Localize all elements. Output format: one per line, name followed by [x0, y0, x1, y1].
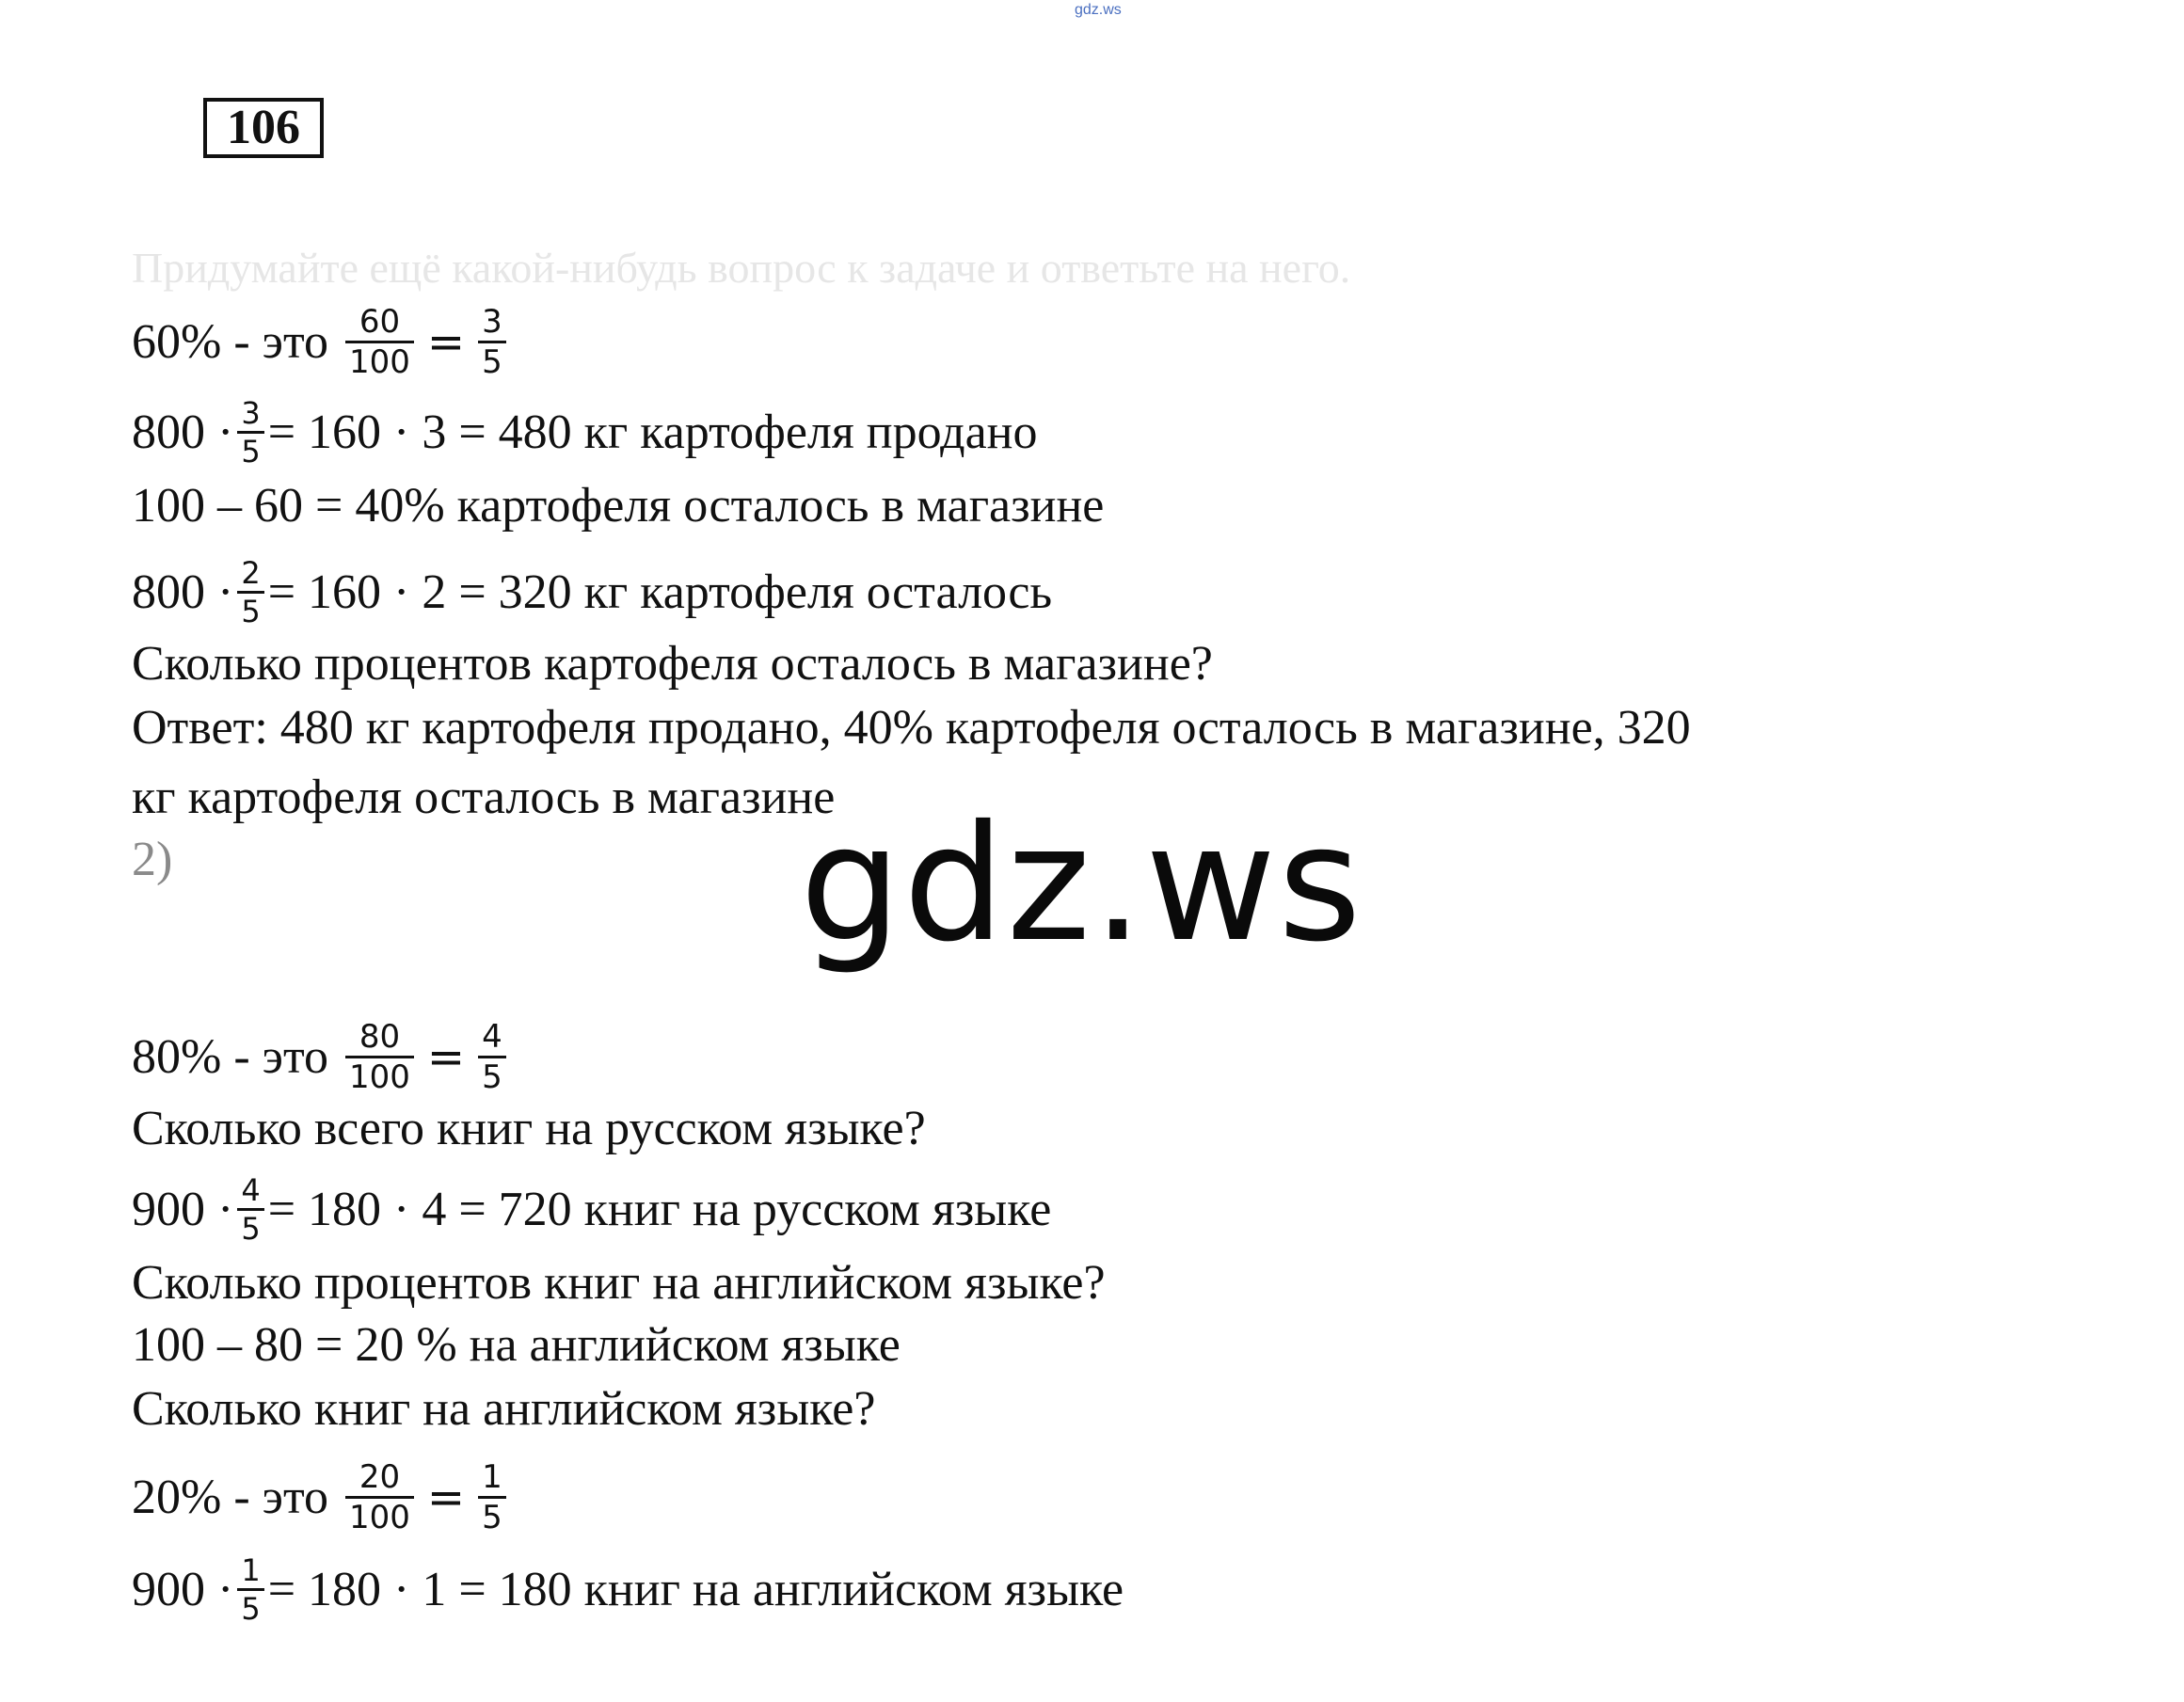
fraction [345, 1458, 414, 1536]
task-number-box: 106 [203, 98, 324, 158]
p2-line-4 [132, 1255, 1106, 1312]
equals-sign: = [426, 315, 466, 369]
p2-l5-text: 100 – 80 = 20 % на английском языке [132, 1318, 901, 1372]
denominator: 100 [345, 1496, 414, 1536]
p2-l3-prefix: 900 · [132, 1182, 234, 1236]
numerator: 4 [482, 1018, 502, 1056]
p2-line-6 [132, 1381, 875, 1438]
p1-line-5 [132, 636, 1213, 692]
p1-l7-text: кг картофеля осталось в магазине [132, 771, 836, 824]
p1-line-1 [132, 303, 510, 381]
p2-line-7 [132, 1458, 510, 1536]
denominator: 100 [345, 341, 414, 381]
fraction [478, 1458, 506, 1536]
p1-l5-text: Сколько процентов картофеля осталось в магазине? [132, 637, 1213, 691]
part2-label [132, 832, 172, 888]
p1-l1-prefix: 60% - это [132, 314, 328, 369]
numerator: 4 [241, 1172, 261, 1208]
denominator: 5 [478, 1496, 506, 1536]
numerator: 1 [482, 1458, 502, 1496]
denominator: 5 [478, 341, 506, 381]
fraction [345, 1018, 414, 1096]
faded-task-text: Придумайте ещё какой-нибудь вопрос к задаче и ответьте на него. [132, 244, 1351, 292]
p2-l1-prefix: 80% - это [132, 1029, 328, 1084]
denominator: 5 [237, 591, 263, 629]
p1-l2-suffix: = 160 · 3 = 480 кг картофеля продано [267, 405, 1038, 459]
top-watermark-text: gdz.ws [1075, 2, 1122, 18]
p1-l6-text: Ответ: 480 кг картофеля продано, 40% картофеля осталось в магазине, 320 [132, 701, 1691, 755]
numerator: 20 [359, 1458, 401, 1496]
p1-line-4 [132, 555, 1052, 629]
p2-line-1 [132, 1018, 510, 1096]
denominator: 5 [478, 1056, 506, 1096]
p2-line-3 [132, 1172, 1051, 1247]
fraction [237, 1552, 263, 1627]
p2-l8-suffix: = 180 · 1 = 180 книг на английском языке [267, 1562, 1124, 1616]
fraction [345, 303, 414, 381]
p2-line-2 [132, 1101, 926, 1157]
gdz-watermark: gdz.ws [800, 791, 1363, 978]
numerator: 3 [482, 303, 502, 341]
denominator: 5 [237, 1588, 263, 1627]
p1-l4-prefix: 800 · [132, 565, 234, 619]
p1-line-7 [132, 770, 835, 826]
fraction [478, 303, 506, 381]
p1-l4-suffix: = 160 · 2 = 320 кг картофеля осталось [267, 565, 1053, 619]
equals-sign: = [426, 1471, 466, 1524]
p1-line-2 [132, 395, 1038, 469]
numerator: 60 [359, 303, 401, 341]
numerator: 2 [241, 555, 261, 591]
fraction [237, 1172, 263, 1247]
p2-l4-text: Сколько процентов книг на английском языке? [132, 1256, 1106, 1310]
fraction [237, 555, 263, 629]
denominator: 5 [237, 431, 263, 469]
numerator: 1 [241, 1552, 261, 1588]
p2-line-8 [132, 1552, 1124, 1627]
p2-line-5 [132, 1317, 901, 1374]
part2-label-text: 2) [132, 833, 173, 886]
p1-l3-text: 100 – 60 = 40% картофеля осталось в магазине [132, 479, 1105, 533]
equals-sign: = [426, 1030, 466, 1084]
numerator: 80 [359, 1018, 401, 1056]
p2-l7-prefix: 20% - это [132, 1470, 328, 1524]
numerator: 3 [241, 395, 261, 431]
p1-l2-prefix: 800 · [132, 405, 234, 459]
p2-l2-text: Сколько всего книг на русском языке? [132, 1102, 926, 1155]
fraction [237, 395, 263, 469]
p1-line-6 [132, 700, 1691, 756]
p2-l3-suffix: = 180 · 4 = 720 книг на русском языке [267, 1182, 1052, 1236]
p2-l8-prefix: 900 · [132, 1562, 234, 1616]
fraction [478, 1018, 506, 1096]
p2-l6-text: Сколько книг на английском языке? [132, 1382, 876, 1436]
denominator: 100 [345, 1056, 414, 1096]
p1-line-3 [132, 478, 1104, 534]
denominator: 5 [237, 1208, 263, 1247]
